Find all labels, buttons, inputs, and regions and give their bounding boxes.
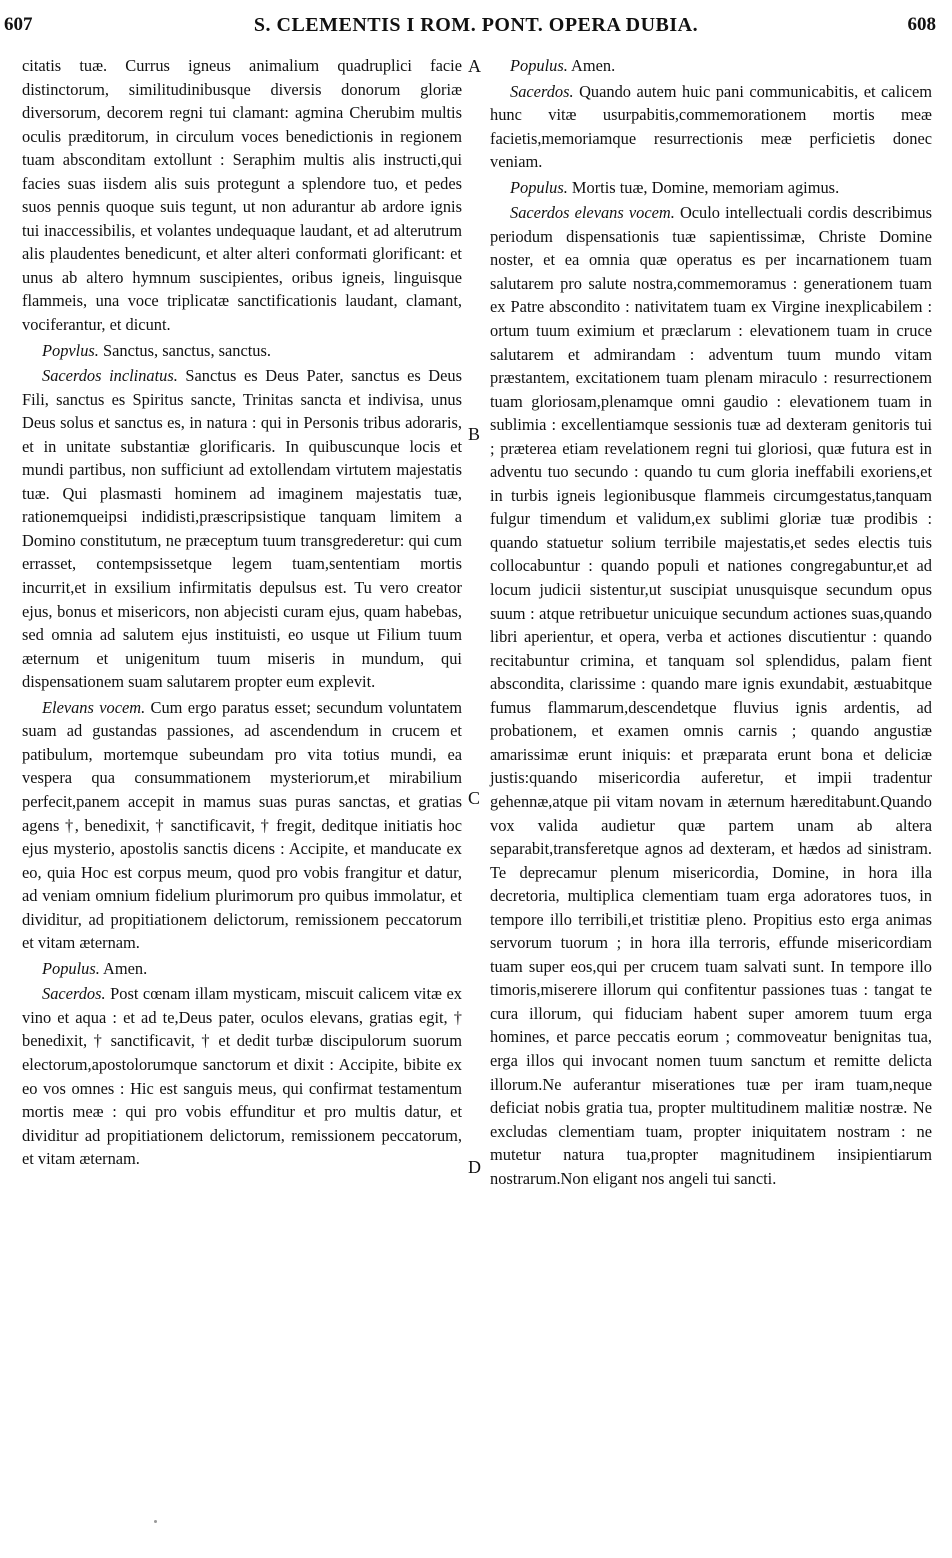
margin-marker-c: C [468, 788, 481, 808]
speaker-label: Populus. [42, 958, 100, 978]
paragraph-text: Amen. [567, 56, 616, 75]
paragraph-text: Post cœnam illam mysticam, miscuit calicem vitæ ex vino et aqua : et ad te,Deus pater, oculos elevans, gratias egit, † benedixit, † sanctificavit, † et dedit turbæ discipulorum suorum electorum,apostolorumque sanctorum et dixit : Accipite, bibite ex eo vos omnes : Hic est sanguis meus, qui confirmat testamentum mortis meæ : qui pro vobis effunditur et pro multis datur, et dividitur ad propitiationem delictorum, remissionem peccatorum, et vitam æternam. [22, 984, 462, 1169]
paragraph [490, 201, 932, 1190]
paragraph-text: Oculo intellectuali cordis describimus periodum dispensationis tuæ sapientissimæ, Christe Domine noster, et ea omnia quæ operatus es per incarnationem tuam salutarem pro salute nostra,commemoramus : generationem tuam ex Patre abscondito : nativitatem tuam ex Virgine inexplicabilem : ortum tuum eximium et præclarum : elevationem tuam in cruce salutarem et admirandam : adventum tuum mundo vitam præstantem, excitationem tuam plenam miraculo : resurrectionem tuam gloriosam,plenamque omni gaudio : elevationem tuam in sublimia : excellentiamque sessionis tuæ ad dexteram genitoris tui ; præterea etiam revelationem regni tui gloriosi, quæ futura est in adventu tuo secundo : quando tu cum gloria ineffabili exoriens,et in turbis igneis legionibusque flammeis circumgestatus,tanquam fulgur timendum et validum,ex sublimi gloriæ tuæ prodibis : quando statuetur solium terribile majestatis,et sedes electis tuis collocabuntur : quando populi et nationes congregabuntur,et ad locum judicii sistentur,ut suscipiat unusquisque secundum opus suum : atque retribuetur unicuique secundum actiones suas,quando libri aperientur, et opera, verba et actiones discutientur : quando recitabuntur crimina, et tanquam sol splendidus, palam fient abscondita, clarissime : quando mare ignis exundabit, æstuabitque fumus flammarum,descendetque fluvius ignis ardentis, ad probationem, et examen omnis carnis ; quando angustiæ amarissimæ erunt iniquis: et præparata erunt bona et deliciæ justis:quando misericordia auferetur, et impii tradentur gehennæ,atque pii vitam novam in æternum hæreditabunt.Quando vox valida audietur quæ partem unam ab altera separabit,transferetque agnos ad dexteram, et hædos ad sinistram. Te deprecamur plenum misericordia, Domine, in hora illa decretoria, multiplica clementiam tuam erga adoratores tuos, in tempore illo terribili,et tristitiæ pleno. Propitius esto erga animas servorum tuorum ; in hora illa terroris, effunde misericordiam tuam super eos,qui per crucem tuam salvati sunt. In tempore illo timoris,miserere illorum qui confitentur passiones tuas : tangat te cura illorum, qui fiduciam habent super amorem tuum erga homines, et parce peccatis eorum ; commoveatur benignitas tua, erga illos qui invocant nomen tuum sanctum et remitte delicta illorum.Ne auferantur miserationes tuæ per iram tuam,neque deficiat nobis gratia tua, propter multitudinem malitiæ nostræ. Ne excludas clementiam tuam, propter iniquitatem nostram : ne mutetur natura tua,propter magnitudinem insipientiarum nostrarum.Non eligant nos angeli tui sancti. [490, 203, 932, 1188]
paragraph-text: Amen. [99, 958, 148, 978]
margin-marker-d: D [468, 1157, 481, 1177]
margin-marker-a: A [468, 56, 481, 76]
paragraph [490, 80, 932, 174]
paragraph [22, 696, 462, 955]
speaker-label: Elevans vocem. [42, 697, 146, 717]
page-number-left: 607 [4, 14, 33, 35]
running-title: S. CLEMENTIS I ROM. PONT. OPERA DUBIA. [253, 14, 699, 36]
page-number-right: 608 [907, 14, 936, 35]
paragraph [22, 339, 462, 363]
speaker-label: Sacerdos. [510, 81, 574, 101]
paragraph [22, 982, 462, 1170]
right-column [490, 54, 932, 1192]
paragraph-text: Sanctus, sanctus, sanctus. [98, 340, 271, 360]
paragraph [22, 54, 462, 337]
ink-speck [154, 1520, 157, 1523]
speaker-label: Popvlus. [42, 340, 99, 360]
speaker-label: Populus. [510, 56, 568, 75]
paragraph-text: Mortis tuæ, Domine, memoriam agimus. [567, 177, 840, 197]
paragraph-text: Quando autem huic pani communicabitis, et calicem hunc vitæ usurpabitis,commemorationem mortis meæ facietis,memoriamque resurrectionis meæ perficietis donec veniam. [490, 81, 932, 172]
margin-marker-b: B [468, 424, 481, 444]
paragraph [22, 957, 462, 981]
paragraph-text: citatis tuæ. Currus igneus animalium quadruplici facie distinctorum, similitudinibusque diversis donorum gloriæ diversorum, decorem regni tui clamant: agmina Cherubim multis oculis præditorum, in circulum voces benedictionis in regionem tuam absconditam extollunt : Seraphim multis alis instructi,qui facies suas iisdem alis suis protegunt a splendore tuo, et pedes suos pennis quoque suis tegunt, ut non adurantur ab ardore ignis tui inaccessibilis, et volantes undequaque laudant, et ad alterutrum alis plaudentes benedicunt, et alter alteri conformati glorificant: et unus ab altero hymnum suscipientes, oribus igneis, linguisque flammeis, una voce triplicatæ sanctificationis laudant, clamant, vociferantur, et dicunt. [22, 56, 462, 335]
speaker-label: Populus. [510, 177, 568, 197]
paragraph-text: Cum ergo paratus esset; secundum voluntatem suam ad gustandas passiones, ad ascendendum in crucem et patibulum, mortemque subeundam pro vita totius mundi, ea vespera qua consummationem mysteriorum,et mirabilium perfecit,panem accepit in mamus suas puras sanctas, et gratias agens †, benedixit, † sanctificavit, † fregit, deditque initiatis hoc ejus mysterio, apostolis sanctis dicens : Accipite, et manducate ex eo, quia Hoc est corpus meum, quod pro vobis frangitur et datur, ad veniam omnium fidelium plurimorum pro quibus immolatur, et dividitur, ad propitiationem delictorum, remissionem peccatorum et vitam æternam. [22, 697, 462, 953]
paragraph [22, 364, 462, 694]
paragraph [490, 176, 932, 200]
paragraph [490, 54, 932, 78]
speaker-label: Sacerdos elevans vocem. [510, 203, 675, 223]
speaker-label: Sacerdos. [42, 984, 106, 1004]
paragraph-text: Sanctus es Deus Pater, sanctus es Deus Fili, sanctus es Spiritus sancte, Trinitas sancta et indivisa, unus Deus solus et sanctus es, in natura : qui in Personis tribus adoraris, et in unitate substantiæ glorificaris. In quibuscunque locis et mundi partibus, non sufficiunt ad extollendam virtutem majestatis tuæ. Qui plasmasti hominem ad imaginem majestatis tuæ, rationemqueipsi indidisti,præscripsistique tanquam limitem a Domino constitutum, ne præceptum tuum transgrederetur: qui cum errasset, contempsissetque legem tuam,sententiam mortis incurrit,et in exsilium infirmitatis depulsus est. Tu vero creator ejus, bonus et misericors, non abjecisti curam ejus, quam habebas, sed omnia ad salutem ejus instituisti, eo usque ut Filium tuum æternum et unigenitum tuum miseris in mundum, qui dispensationem suam salutarem propter eum explevit. [22, 366, 462, 692]
speaker-label: Sacerdos inclinatus. [42, 366, 178, 386]
left-column [22, 54, 462, 1173]
